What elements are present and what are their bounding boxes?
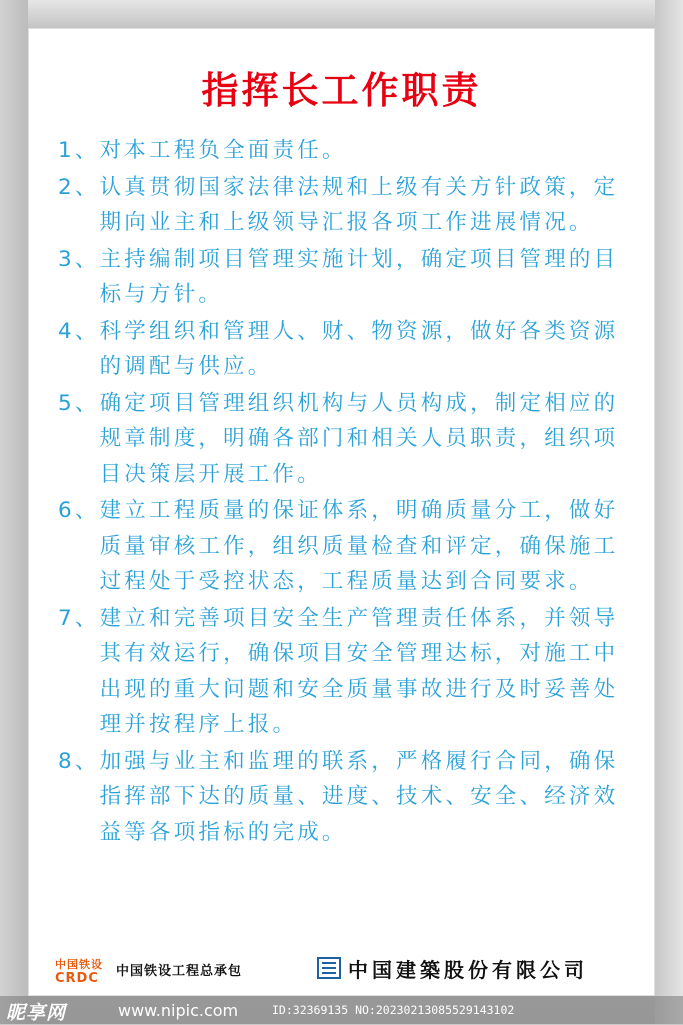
duty-text: 科学组织和管理人、财、物资源，做好各类资源的调配与供应。 [99,318,619,379]
duty-text: 认真贯彻国家法律法规和上级有关方针政策，定期向业主和上级领导汇报各项工作进展情况。 [99,174,619,235]
duty-item [58,314,633,385]
duty-number: 5、 [58,390,100,416]
page-title: 指挥长工作职责 [201,69,482,112]
general-contract-label: 中国铁设工程总承包 [116,964,243,979]
duty-item [58,601,633,743]
crdc-logo-en: CRDC [55,971,99,986]
crdc-logo-cn: 中国铁设 [55,958,103,971]
duty-item [58,744,633,851]
duty-text: 主持编制项目管理实施计划，确定项目管理的目标与方针。 [99,246,619,307]
duty-text: 加强与业主和监理的联系，严格履行合同，确保指挥部下达的质量、进度、技术、安全、经济效益等各项指标的完成。 [99,748,619,845]
duty-item [58,170,633,241]
duty-text: 确定项目管理组织机构与人员构成，制定相应的规章制度，明确各部门和相关人员职责，组织项目决策层开展工作。 [99,390,619,487]
duty-number: 3、 [58,246,100,272]
frame-left-edge [0,0,28,1024]
duty-item [58,493,633,600]
watermark-url: www.nipic.com [118,1001,239,1020]
duty-number: 4、 [58,318,100,344]
footer-logos [0,950,683,990]
duty-number: 7、 [58,605,100,631]
duty-text: 建立和完善项目安全生产管理责任体系，并领导其有效运行，确保项目安全管理达标，对施工中出现的重大问题和安全质量事故进行及时妥善处理并按程序上报。 [99,605,619,737]
watermark-brand: 昵享网 [6,1002,67,1024]
cscec-logo-icon [317,957,341,979]
duty-number: 6、 [58,498,100,523]
frame-top-edge [0,0,683,28]
duty-text: 对本工程负全面责任。 [99,138,347,163]
duty-text: 建立工程质量的保证体系，明确质量分工，做好质量审核工作，组织质量检查和评定，确保施工过程处于受控状态，工程质量达到合同要求。 [99,498,619,594]
watermark-bar [0,996,683,1024]
duty-item [58,242,633,313]
duty-item [58,133,633,169]
watermark-id: ID:32369135 NO:20230213085529143102 [272,1003,515,1017]
duty-item [58,386,633,493]
frame-right-edge [655,0,683,1024]
cscec-company-name: 中国建築股份有限公司 [348,958,588,982]
duty-list [58,133,633,851]
crdc-logo [55,958,111,988]
duty-number: 1、 [58,138,100,163]
duty-number: 2、 [58,174,100,200]
duty-number: 8、 [58,748,100,774]
